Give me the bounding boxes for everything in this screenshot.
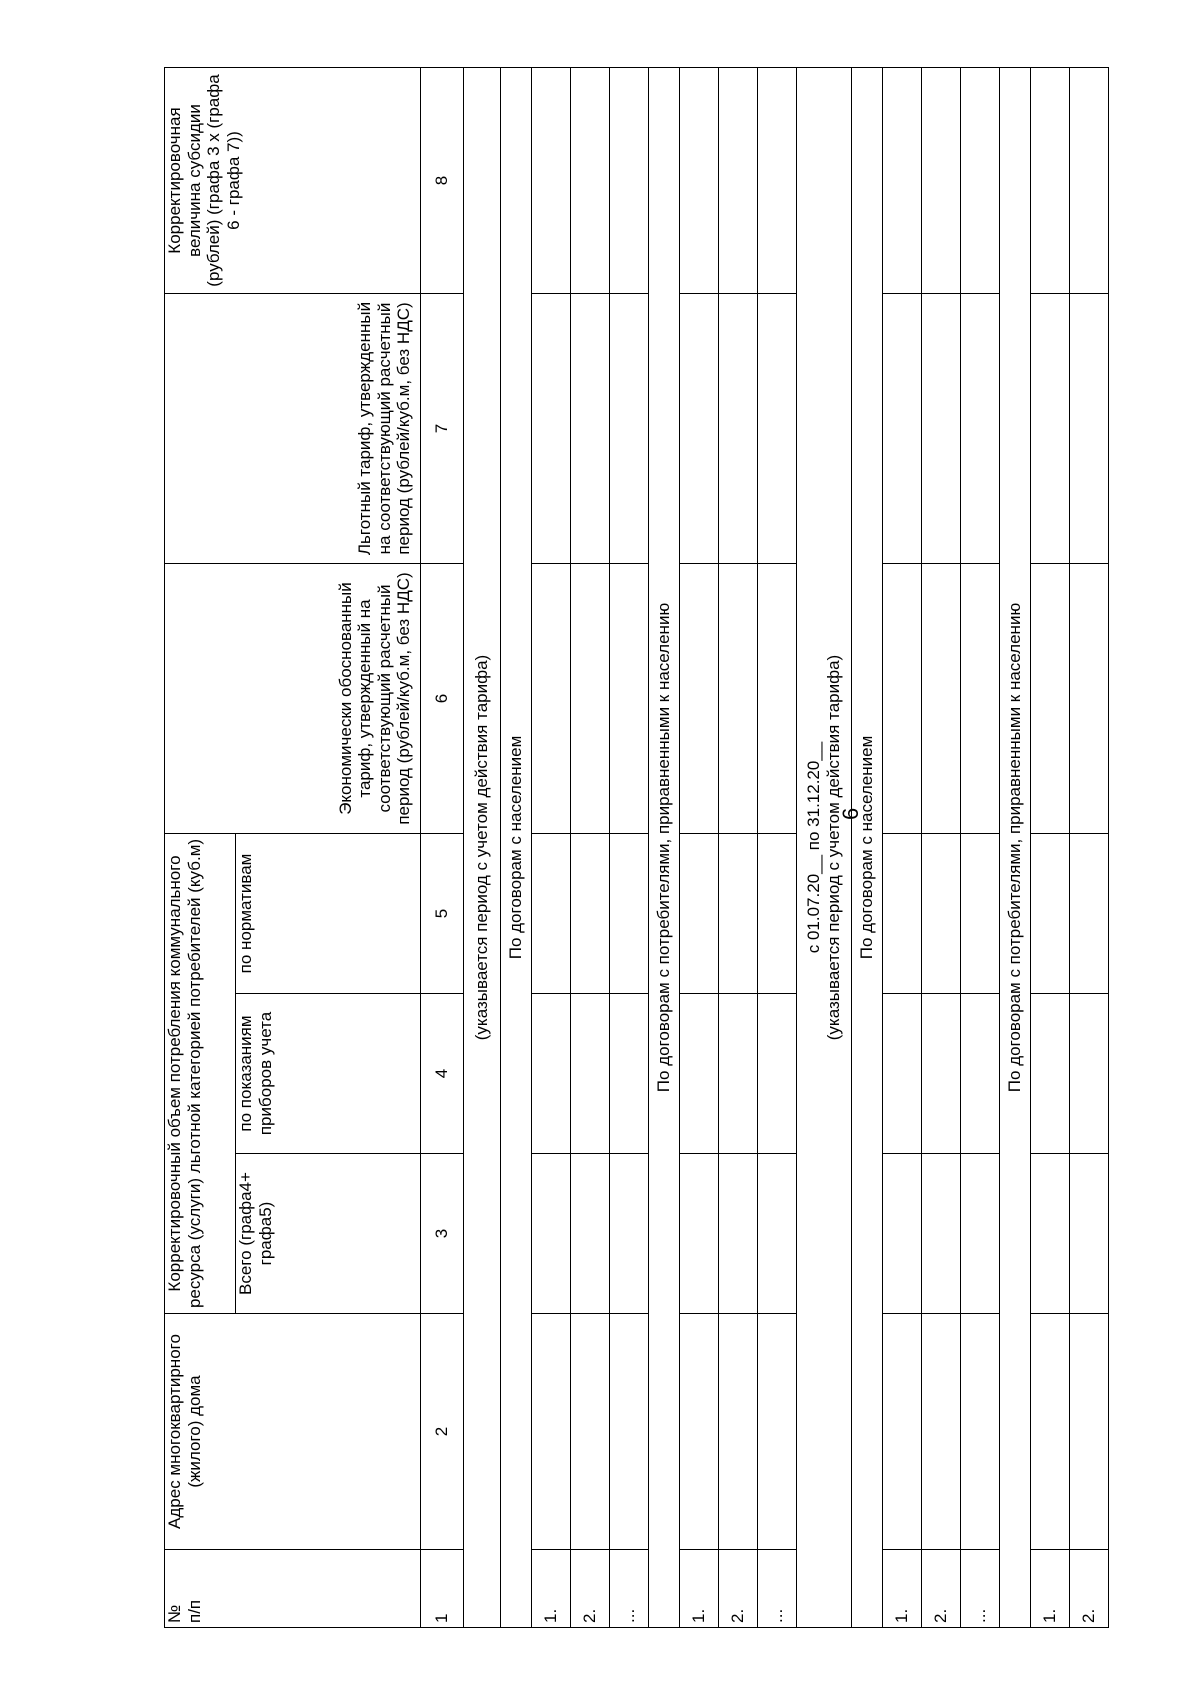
section-population: По договорам с населением [852,68,883,1628]
row-number: 2. [719,1550,758,1628]
section-population: По договорам с населением [501,68,532,1628]
row-number: 1. [1031,1550,1070,1628]
period-row [464,68,501,1628]
row-number: ... [610,1550,649,1628]
header-address: Адрес многоквартирного (жилого) дома [165,1314,421,1550]
table-row [922,68,961,1628]
header-preferential-tariff: Льготный тариф, утвержденный на соответствующий расчетный период (рублей/куб.м, без НДС) [165,294,421,564]
column-number: 4 [421,994,464,1154]
header-subsidy: Корректировочная величина субсидии (рублей) (графа 3 x (графа 6 - графа 7)) [165,68,421,294]
table-row [680,68,719,1628]
header-by-meters: по показаниям приборов учета [236,994,421,1154]
period-note: (указывается период с учетом действия тарифа) [472,654,492,1041]
subsidy-table [164,67,1109,1628]
row-number: 2. [1070,1550,1109,1628]
table-row [532,68,571,1628]
period-label [464,68,501,1628]
header-number: № п/п [165,1550,421,1628]
period-label [797,68,852,1628]
table-row [758,68,797,1628]
column-number: 1 [421,1550,464,1628]
column-number: 5 [421,834,464,994]
rotated-table-container [164,68,1099,1628]
table-row [883,68,922,1628]
header-total: Всего (графа4+ графа5) [236,1154,421,1314]
table-row [961,68,1000,1628]
section-equated: По договорам с потребителями, приравненными к населению [649,68,680,1628]
section-equated: По договорам с потребителями, приравненными к населению [1000,68,1031,1628]
row-number: ... [961,1550,1000,1628]
table-row [1031,68,1070,1628]
column-number: 3 [421,1154,464,1314]
period-note: (указывается период с учетом действия тарифа) [824,654,843,1041]
row-number: ... [758,1550,797,1628]
column-number: 6 [421,564,464,834]
page-number: 6 [838,807,863,820]
row-number: 1. [680,1550,719,1628]
column-number: 7 [421,294,464,564]
period-row [797,68,852,1628]
column-numbers-row [421,68,464,1628]
table-row [610,68,649,1628]
row-number: 2. [922,1550,961,1628]
row-number: 1. [883,1550,922,1628]
column-number: 2 [421,1314,464,1550]
table-row [1070,68,1109,1628]
header-volume-group: Корректировочный объем потребления коммунального ресурса (услуги) льготной категорией потребителей (куб.м) [165,834,236,1314]
column-number: 8 [421,68,464,294]
header-by-norms: по нормативам [236,834,421,994]
table-row [571,68,610,1628]
table-row [719,68,758,1628]
period-dates: с 01.07.20__ по 31.12.20__ [804,741,824,954]
row-number: 1. [532,1550,571,1628]
header-economic-tariff: Экономически обоснованный тариф, утвержденный на соответствующий расчетный период (рублей/куб.м, без НДС) [165,564,421,834]
row-number: 2. [571,1550,610,1628]
